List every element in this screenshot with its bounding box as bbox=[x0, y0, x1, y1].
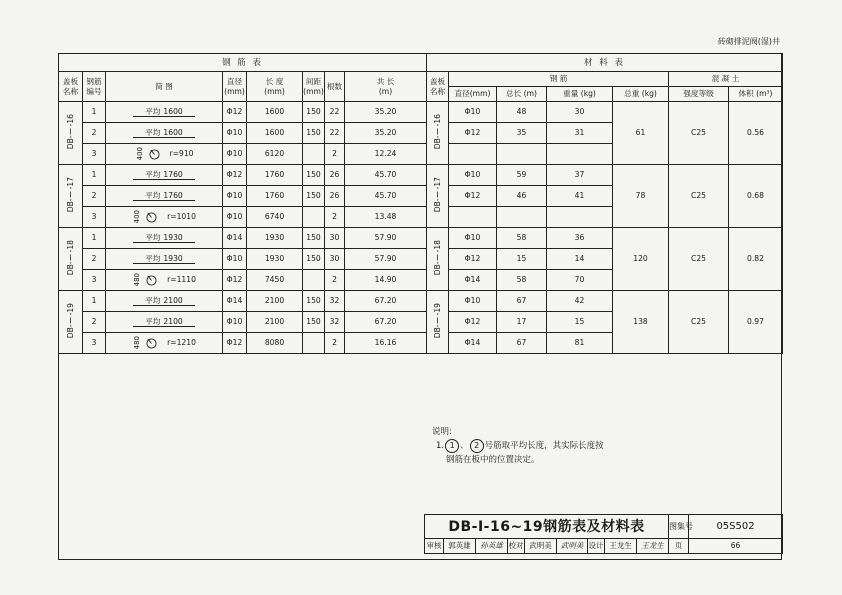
rebar-row bbox=[59, 102, 427, 123]
page-number: 66 bbox=[689, 539, 783, 554]
rebar-row bbox=[59, 228, 427, 249]
notes-line-1: 1. 1 、 2 号筋取平均长度，其实际长度按 bbox=[436, 441, 604, 451]
bar-total: 67.20 bbox=[345, 291, 427, 312]
material-row bbox=[427, 165, 783, 186]
atlas-label: 图集号 bbox=[669, 515, 689, 539]
bar-len: 1760 bbox=[247, 165, 303, 186]
drawing-set-title: 砖砌排泥阀(湿)井 bbox=[717, 37, 780, 46]
mat-concrete-header: 混 凝 土 bbox=[669, 72, 783, 87]
bar-spacing: 150 bbox=[303, 123, 325, 144]
mat-grade: C25 bbox=[669, 165, 729, 228]
bar-sketch bbox=[106, 123, 223, 144]
mat-col-weight: 重量 (kg) bbox=[547, 87, 613, 102]
mat-member-name-cell bbox=[427, 102, 449, 165]
bar-dia: Φ10 bbox=[223, 144, 247, 165]
bar-dia: Φ14 bbox=[223, 291, 247, 312]
mat-len: 17 bbox=[497, 312, 547, 333]
avg-length: 2100 bbox=[163, 317, 183, 326]
bar-count: 2 bbox=[325, 207, 345, 228]
mat-len bbox=[497, 144, 547, 165]
bar-len: 2100 bbox=[247, 291, 303, 312]
mat-weight: 70 bbox=[547, 270, 613, 291]
bar-dia: Φ12 bbox=[223, 270, 247, 291]
mat-weight: 31 bbox=[547, 123, 613, 144]
bar-count: 30 bbox=[325, 228, 345, 249]
bar-dia: Φ12 bbox=[223, 102, 247, 123]
mat-dia: Φ12 bbox=[449, 186, 497, 207]
mat-steel-header: 钢 筋 bbox=[449, 72, 669, 87]
member-name: DB-Ⅰ-16 bbox=[65, 113, 75, 150]
mat-dia: Φ10 bbox=[449, 228, 497, 249]
rebar-row bbox=[59, 207, 427, 228]
mat-total-weight: 120 bbox=[613, 228, 669, 291]
mat-len: 67 bbox=[497, 291, 547, 312]
page-label: 页 bbox=[669, 539, 689, 554]
notes-line-2: 钢筋在板中的位置决定。 bbox=[446, 455, 540, 465]
ring-radius: r=910 bbox=[169, 149, 194, 158]
mat-grade: C25 bbox=[669, 291, 729, 354]
bar-no: 3 bbox=[83, 144, 106, 165]
bar-spacing bbox=[303, 207, 325, 228]
ring-bar-icon bbox=[149, 149, 160, 160]
col-member-name: 盖板 名称 bbox=[59, 72, 83, 102]
col-total-length: 共 长 (m) bbox=[345, 72, 427, 102]
circled-number-1: 1 bbox=[445, 439, 459, 453]
bar-total: 67.20 bbox=[345, 312, 427, 333]
bar-total: 57.90 bbox=[345, 249, 427, 270]
bar-len: 6120 bbox=[247, 144, 303, 165]
member-name-cell bbox=[59, 228, 83, 291]
mat-len: 48 bbox=[497, 102, 547, 123]
bar-count: 2 bbox=[325, 333, 345, 354]
checker-name: 武明美 bbox=[525, 539, 557, 554]
bar-len: 8080 bbox=[247, 333, 303, 354]
mat-dia: Φ10 bbox=[449, 102, 497, 123]
rebar-row bbox=[59, 165, 427, 186]
material-table bbox=[426, 53, 783, 354]
avg-length: 1600 bbox=[163, 107, 183, 116]
avg-label: 平均 bbox=[145, 107, 161, 116]
material-table-title: 材 料 表 bbox=[427, 54, 783, 72]
member-name-cell bbox=[59, 165, 83, 228]
bar-spacing: 150 bbox=[303, 165, 325, 186]
bar-len: 1600 bbox=[247, 102, 303, 123]
bar-no: 1 bbox=[83, 102, 106, 123]
material-row bbox=[427, 291, 783, 312]
avg-label: 平均 bbox=[145, 254, 161, 263]
avg-length: 1760 bbox=[163, 191, 183, 200]
bar-no: 2 bbox=[83, 249, 106, 270]
designer-name: 王龙生 bbox=[605, 539, 637, 554]
bar-spacing: 150 bbox=[303, 312, 325, 333]
mat-col-member: 盖板 名称 bbox=[427, 72, 449, 102]
rebar-row bbox=[59, 144, 427, 165]
bar-count: 30 bbox=[325, 249, 345, 270]
avg-label: 平均 bbox=[145, 128, 161, 137]
rebar-row bbox=[59, 291, 427, 312]
mat-len: 35 bbox=[497, 123, 547, 144]
bar-dia: Φ14 bbox=[223, 228, 247, 249]
bar-total: 45.70 bbox=[345, 186, 427, 207]
bar-no: 3 bbox=[83, 333, 106, 354]
bar-total: 35.20 bbox=[345, 102, 427, 123]
member-name: DB-Ⅰ-17 bbox=[65, 176, 75, 213]
bar-dia: Φ10 bbox=[223, 312, 247, 333]
bar-no: 3 bbox=[83, 207, 106, 228]
mat-dia: Φ12 bbox=[449, 123, 497, 144]
rebar-row bbox=[59, 270, 427, 291]
mat-member-name: DB-Ⅰ-16 bbox=[432, 113, 442, 150]
rebar-table bbox=[58, 53, 427, 354]
avg-label: 平均 bbox=[145, 317, 161, 326]
bar-spacing bbox=[303, 333, 325, 354]
mat-dia: Φ12 bbox=[449, 312, 497, 333]
bar-count: 26 bbox=[325, 186, 345, 207]
rebar-row bbox=[59, 123, 427, 144]
bar-no: 1 bbox=[83, 291, 106, 312]
checker-signature: 武明美 bbox=[557, 539, 588, 554]
mat-len: 15 bbox=[497, 249, 547, 270]
member-name: DB-Ⅰ-18 bbox=[65, 239, 75, 276]
rebar-row bbox=[59, 312, 427, 333]
bar-len: 1760 bbox=[247, 186, 303, 207]
mat-weight: 15 bbox=[547, 312, 613, 333]
mat-weight: 81 bbox=[547, 333, 613, 354]
mat-total-weight: 61 bbox=[613, 102, 669, 165]
member-name-cell bbox=[59, 291, 83, 354]
mat-dia: Φ10 bbox=[449, 291, 497, 312]
bar-count: 22 bbox=[325, 102, 345, 123]
bar-sketch bbox=[106, 144, 223, 165]
material-row bbox=[427, 228, 783, 249]
bar-sketch bbox=[106, 249, 223, 270]
reviewer-name: 郭英雄 bbox=[444, 539, 476, 554]
bar-sketch bbox=[106, 102, 223, 123]
bar-count: 32 bbox=[325, 291, 345, 312]
mat-len: 58 bbox=[497, 228, 547, 249]
hook-length: 400 bbox=[133, 210, 142, 224]
straight-bar-sketch bbox=[133, 296, 195, 306]
ring-bar-icon bbox=[146, 338, 157, 349]
bar-len: 1930 bbox=[247, 228, 303, 249]
mat-member-name-cell bbox=[427, 165, 449, 228]
avg-length: 2100 bbox=[163, 296, 183, 305]
col-bar-no: 钢筋 编号 bbox=[83, 72, 106, 102]
col-diameter: 直径 (mm) bbox=[223, 72, 247, 102]
bar-no: 2 bbox=[83, 186, 106, 207]
mat-len: 58 bbox=[497, 270, 547, 291]
col-sketch: 简 图 bbox=[106, 72, 223, 102]
bar-len: 2100 bbox=[247, 312, 303, 333]
mat-grade: C25 bbox=[669, 102, 729, 165]
hook-length: 480 bbox=[133, 336, 142, 350]
mat-dia: Φ14 bbox=[449, 270, 497, 291]
bar-dia: Φ10 bbox=[223, 207, 247, 228]
notes-heading: 说明: bbox=[432, 427, 452, 437]
bar-total: 35.20 bbox=[345, 123, 427, 144]
avg-length: 1930 bbox=[163, 254, 183, 263]
mat-weight: 30 bbox=[547, 102, 613, 123]
mat-len bbox=[497, 207, 547, 228]
mat-len: 59 bbox=[497, 165, 547, 186]
mat-weight: 14 bbox=[547, 249, 613, 270]
mat-weight: 41 bbox=[547, 186, 613, 207]
mat-volume: 0.68 bbox=[729, 165, 783, 228]
mat-weight: 42 bbox=[547, 291, 613, 312]
mat-member-name-cell bbox=[427, 228, 449, 291]
member-name: DB-Ⅰ-19 bbox=[65, 302, 75, 339]
bar-total: 57.90 bbox=[345, 228, 427, 249]
mat-col-diameter: 直径(mm) bbox=[449, 87, 497, 102]
material-row bbox=[427, 102, 783, 123]
mat-dia: Φ12 bbox=[449, 249, 497, 270]
check-label: 校对 bbox=[508, 539, 525, 554]
mat-volume: 0.97 bbox=[729, 291, 783, 354]
mat-weight bbox=[547, 207, 613, 228]
title-block bbox=[424, 514, 783, 554]
bar-count: 2 bbox=[325, 270, 345, 291]
bar-len: 1600 bbox=[247, 123, 303, 144]
hook-length: 400 bbox=[135, 147, 144, 161]
bar-no: 2 bbox=[83, 123, 106, 144]
hook-length: 480 bbox=[133, 273, 142, 287]
col-count: 根数 bbox=[325, 72, 345, 102]
atlas-number: 05S502 bbox=[689, 515, 783, 539]
drawing-title: DB-Ⅰ-16~19钢筋表及材料表 bbox=[425, 515, 669, 539]
bar-sketch bbox=[106, 228, 223, 249]
member-name-cell bbox=[59, 102, 83, 165]
bar-spacing bbox=[303, 270, 325, 291]
rebar-table-title: 钢 筋 表 bbox=[59, 54, 427, 72]
avg-label: 平均 bbox=[145, 296, 161, 305]
bar-dia: Φ10 bbox=[223, 123, 247, 144]
designer-signature: 王龙生 bbox=[637, 539, 669, 554]
bar-dia: Φ10 bbox=[223, 186, 247, 207]
bar-sketch bbox=[106, 165, 223, 186]
bar-dia: Φ12 bbox=[223, 165, 247, 186]
bar-sketch bbox=[106, 186, 223, 207]
mat-volume: 0.56 bbox=[729, 102, 783, 165]
mat-volume: 0.82 bbox=[729, 228, 783, 291]
mat-grade: C25 bbox=[669, 228, 729, 291]
bar-total: 45.70 bbox=[345, 165, 427, 186]
bar-dia: Φ10 bbox=[223, 249, 247, 270]
rebar-row bbox=[59, 186, 427, 207]
straight-bar-sketch bbox=[133, 254, 195, 264]
review-label: 审核 bbox=[425, 539, 444, 554]
ring-radius: r=1010 bbox=[167, 212, 196, 221]
bar-sketch bbox=[106, 270, 223, 291]
mat-member-name: DB-Ⅰ-17 bbox=[432, 176, 442, 213]
rebar-row bbox=[59, 333, 427, 354]
bar-no: 3 bbox=[83, 270, 106, 291]
bar-sketch bbox=[106, 291, 223, 312]
mat-total-weight: 138 bbox=[613, 291, 669, 354]
mat-dia: Φ14 bbox=[449, 333, 497, 354]
mat-total-weight: 78 bbox=[613, 165, 669, 228]
bar-spacing: 150 bbox=[303, 102, 325, 123]
ring-bar-icon bbox=[146, 275, 157, 286]
bar-count: 2 bbox=[325, 144, 345, 165]
avg-length: 1760 bbox=[163, 170, 183, 179]
bar-len: 6740 bbox=[247, 207, 303, 228]
bar-spacing bbox=[303, 144, 325, 165]
mat-member-name-cell bbox=[427, 291, 449, 354]
mat-weight: 37 bbox=[547, 165, 613, 186]
avg-label: 平均 bbox=[145, 233, 161, 242]
straight-bar-sketch bbox=[133, 191, 195, 201]
bar-spacing: 150 bbox=[303, 186, 325, 207]
bar-len: 7450 bbox=[247, 270, 303, 291]
mat-len: 46 bbox=[497, 186, 547, 207]
mat-col-length: 总长 (m) bbox=[497, 87, 547, 102]
reviewer-signature: 孙英雄 bbox=[476, 539, 508, 554]
bar-no: 1 bbox=[83, 228, 106, 249]
bar-spacing: 150 bbox=[303, 228, 325, 249]
mat-weight bbox=[547, 144, 613, 165]
bar-total: 13.48 bbox=[345, 207, 427, 228]
ring-radius: r=1110 bbox=[167, 275, 196, 284]
bar-sketch bbox=[106, 207, 223, 228]
circled-number-2: 2 bbox=[470, 439, 484, 453]
bar-sketch bbox=[106, 333, 223, 354]
mat-col-volume: 体积 (m³) bbox=[729, 87, 783, 102]
straight-bar-sketch bbox=[133, 233, 195, 243]
straight-bar-sketch bbox=[133, 128, 195, 138]
mat-member-name: DB-Ⅰ-19 bbox=[432, 302, 442, 339]
avg-label: 平均 bbox=[145, 191, 161, 200]
straight-bar-sketch bbox=[133, 170, 195, 180]
bar-no: 2 bbox=[83, 312, 106, 333]
mat-col-grade: 强度等级 bbox=[669, 87, 729, 102]
bar-total: 14.90 bbox=[345, 270, 427, 291]
mat-dia bbox=[449, 207, 497, 228]
mat-weight: 36 bbox=[547, 228, 613, 249]
mat-dia bbox=[449, 144, 497, 165]
bar-sketch bbox=[106, 312, 223, 333]
bar-total: 16.16 bbox=[345, 333, 427, 354]
col-spacing: 间距 (mm) bbox=[303, 72, 325, 102]
rebar-row bbox=[59, 249, 427, 270]
bar-no: 1 bbox=[83, 165, 106, 186]
bar-len: 1930 bbox=[247, 249, 303, 270]
bar-spacing: 150 bbox=[303, 291, 325, 312]
col-length: 长 度 (mm) bbox=[247, 72, 303, 102]
mat-col-total-weight: 总重 (kg) bbox=[613, 87, 669, 102]
avg-label: 平均 bbox=[145, 170, 161, 179]
design-label: 设计 bbox=[588, 539, 605, 554]
bar-count: 22 bbox=[325, 123, 345, 144]
mat-len: 67 bbox=[497, 333, 547, 354]
straight-bar-sketch bbox=[133, 317, 195, 327]
mat-dia: Φ10 bbox=[449, 165, 497, 186]
avg-length: 1600 bbox=[163, 128, 183, 137]
mat-member-name: DB-Ⅰ-18 bbox=[432, 239, 442, 276]
bar-count: 32 bbox=[325, 312, 345, 333]
ring-bar-icon bbox=[146, 212, 157, 223]
straight-bar-sketch bbox=[133, 107, 195, 117]
ring-radius: r=1210 bbox=[167, 338, 196, 347]
bar-dia: Φ12 bbox=[223, 333, 247, 354]
avg-length: 1930 bbox=[163, 233, 183, 242]
bar-count: 26 bbox=[325, 165, 345, 186]
notes bbox=[432, 425, 604, 467]
bar-total: 12.24 bbox=[345, 144, 427, 165]
bar-spacing: 150 bbox=[303, 249, 325, 270]
